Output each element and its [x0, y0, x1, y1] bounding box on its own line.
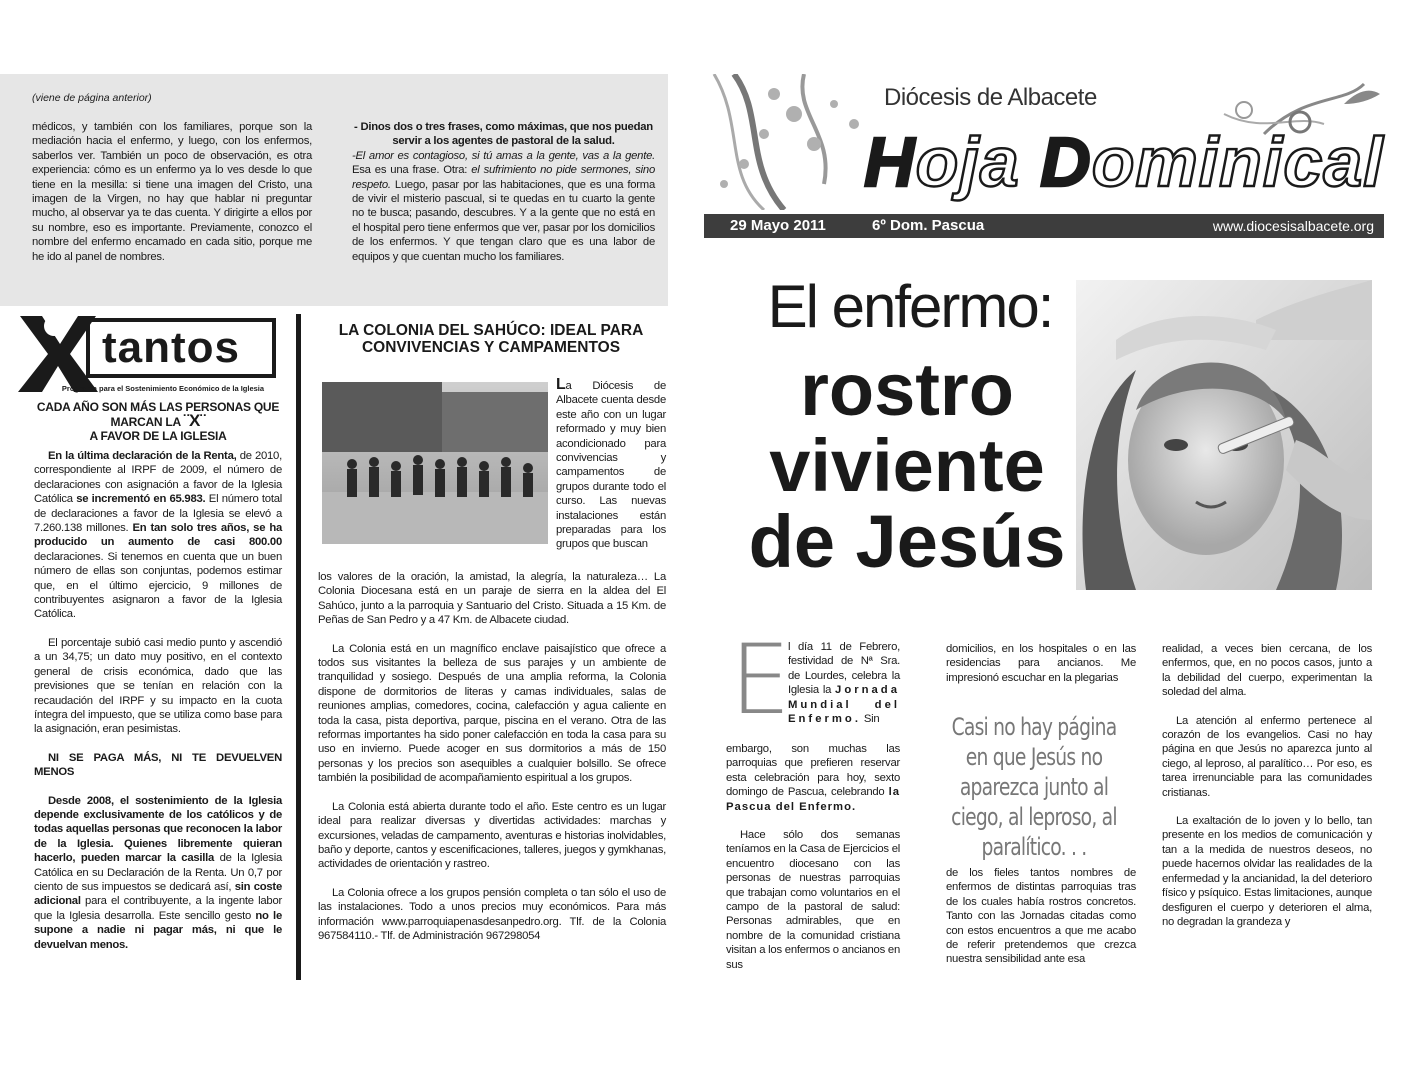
- headline-line-1: El enfermo:: [767, 273, 1053, 340]
- headline-line-4: de Jesús: [748, 500, 1066, 583]
- text-1: Esa es una frase. Otra:: [352, 164, 472, 177]
- continued-note: (viene de página anterior): [32, 92, 152, 104]
- headline-x: ¨X¨: [183, 411, 206, 430]
- headline-line-1: CADA AÑO SON MÁS LAS PERSONAS QUE: [36, 400, 280, 414]
- colonia-paragraph-2: La Colonia está en un magnífico enclave paisajístico que ofrece a todos sus visitantes la belleza de sus parajes y un ambiente de tranquilidad y sosiego. Después de una amplia reforma, la Colonia dispone de dormitorios de literas y camas individuales, salas de reuniones amplias, comedores, cocina, calefacción y agua caliente en toda la casa, pista deportiva, parque, piscina en el verano. Otra de las reformas importantes ha sido poner calefacción en toda la casa para su uso en invierno. Puede acoger en sus dormitorios a más de 150 personas y los precios son asequibles a cualquier bolsillo. Se ofrece también la posibilidad de acompañamiento espiritual a los grupos.: [318, 642, 666, 785]
- issue-date: 29 Mayo 2011: [730, 217, 826, 234]
- xtantos-headline: [34, 400, 282, 443]
- quote-2: el sufrimiento no pide sermones, sino respeto.: [352, 164, 655, 191]
- pull-quote: Casi no hay página en que Jesús no aparezca junto al ciego, al leproso, al paralítico. . .: [951, 713, 1117, 861]
- xtantos-paragraph-1: En la última declaración de la Renta, de 2010, correspondiente al IRPF de 2009, el número de declaraciones con asignación a favor de la Iglesia Católica se incrementó en 65.983. El número total de declaraciones a favor de la Iglesia se elevó a 7.260.138 millones. En tan solo tres años, se ha producido un aumento de casi 800.00 declaraciones. Si tenemos en cuenta que un buen número de ellas son conjuntas, podemos estimar que, en el último ejercicio, 9 millones de contribuyentes asignaron a favor de la Iglesia Católica.: [34, 450, 283, 621]
- column-divider: [296, 314, 301, 980]
- headline-line-2: rostro: [800, 348, 1014, 431]
- article-column-2-top: domicilios, en los hospitales o en las residencias para ancianos. Me impresionó escuchar en la plegarias: [946, 643, 1136, 684]
- headline-line-3: A FAVOR DE LA IGLESIA: [89, 429, 227, 443]
- xtantos-paragraph-2: El porcentaje subió casi medio punto y ascendió a un 34,75; un dato muy positivo, en el contexto general de crisis económica, dado que las previsiones que se tenían en relación con la recaudación del IRPF y su impacto en la cuota íntegra del impuesto, que se utiliza como base para la asignación, eran pesimistas.: [34, 636, 282, 736]
- headline-line-2-text: MARCAN LA: [110, 415, 184, 429]
- colonia-title: LA COLONIA DEL SAHÚCO: IDEAL PARA CONVIVENCIAS Y CAMPAMENTOS: [338, 322, 644, 356]
- xtantos-article: [34, 400, 282, 952]
- sick-child-photo: [1076, 280, 1372, 590]
- diocese-name: Diócesis de Albacete: [884, 84, 1097, 111]
- article-column-1-bottom: embargo, son muchas las parroquias que prefieren reservar esta celebración para hoy, sexto domingo de Pascua, celebrando la Pascua del Enfermo. Hace sólo dos semanas teníamos en la Casa de Ejercicios el encuentro diocesano con las personas de nuestras parroquias que trabajan como voluntarios en el campo de la pastoral de salud: Personas admirables, que en nombre de la comunidad cristiana visitan a los enfermos o ancianos en sus: [726, 743, 900, 971]
- article-paragraph-2: Hace sólo dos semanas teníamos en la Casa de Ejercicios el encuentro diocesano con las personas de nuestras parroquias que trabajan como voluntarios en el campo de la pastoral de salud: Personas admirables, que en nombre de la comunidad cristiana visitan a los enfermos o ancianos en sus: [726, 829, 900, 971]
- website-link[interactable]: www.diocesisalbacete.org: [1212, 218, 1374, 234]
- text-2: Luego, pasar por las habitaciones, que es una forma de vivir el misterio pascual, si te quedas en tu cuarto la gente no te busca; pasando, descubres. Y a la gente que no está en el hospital pero tiene enfermos que ver, pasar por los domicilios de los enfermos. Y que tengan claro que es una labor de equipos y que cuentan mucho los familiares.: [352, 178, 655, 263]
- colonia-intro: La Diócesis de Albacete cuenta desde este año con un lugar reformado y muy bien acondicionado para convivencias y campamentos de grupos durante todo el curso. Las nuevas instalaciones están preparadas para los grupos que buscan: [556, 376, 666, 551]
- xtantos-subheading: NI SE PAGA MÁS, NI TE DEVUELVEN MENOS: [34, 751, 282, 779]
- xtantos-subtitle: Programa para el Sostenimiento Económico de la Iglesia: [61, 384, 265, 393]
- article-col3-paragraph-2: La atención al enfermo pertenece al corazón de los evangelios. Casi no hay página en que Jesús no aparezca junto al ciego, al leproso, al paralítico… Por eso, es tarea irrenunciable para las comunidades cristianas.: [1162, 714, 1372, 799]
- interview-column-1: médicos, y también con los familiares, porque son la mediación hacia el enfermo, y luego, con los enfermos, saberlos ver. También un poco de observación, es otra experiencia: cómo es un enfermo ya lo ves desde lo que tiene en la mesilla: si tiene una imagen del Cristo, una imagen de la Virgen, no hay que hablar ni preguntar mucho, al observar ya te das cuenta. Y dirigirte a ellos por su nombre, eso es importante. Previamente, conozco el nombre del enfermo encamado en cada sitio, porque me he ido al panel de nombres.: [32, 121, 312, 263]
- interview-column-2: [352, 120, 655, 264]
- colonia-paragraph-4: La Colonia ofrece a los grupos pensión completa o tan sólo el uso de las instalaciones. Todo a unos precios muy económicos. Para más información www.parroquiapenasdesanpedro.org. Tlf. de la Colonia 967584110.- Tlf. de Administración 967298054: [318, 886, 666, 942]
- headline-line-3: viviente: [769, 424, 1045, 507]
- headline-line-2: [34, 411, 282, 430]
- colonia-dropcap: L: [556, 376, 566, 393]
- xtantos-word: tantos: [102, 323, 240, 372]
- colonia-paragraph-3: La Colonia está abierta durante todo el año. Este centro es un lugar ideal para realizar diversas y divertidas actividades: marchas y excursiones, veladas de campamento, aventuras e historias inolvidables, baño y deporte, cantos y escenificaciones, talleres, juegos y gymkhanas, actividades de orientación y rastreo.: [318, 800, 666, 871]
- article-dropcap: E: [730, 624, 791, 736]
- colonia-photo: [322, 382, 548, 544]
- colonia-paragraph-1: los valores de la oración, la amistad, la alegría, la naturaleza… La Colonia Diocesana está en un paraje de sierra en la aldea del El Sahúco, junto a la parroquia y Santuario del Cristo. Situada a 15 Km. de Peñas de San Pedro y a 47 Km. de Albacete ciudad.: [318, 571, 666, 627]
- colonia-body: [318, 570, 666, 943]
- xtantos-paragraph-3: Desde 2008, el sostenimiento de la Iglesia depende exclusivamente de los católicos y de todas aquellas personas que reconocen la labor de la Iglesia. Quienes libremente quieran hacerlo, pueden marcar la casilla de la Iglesia Católica en su Declaración de la Renta. Un 0,7 por ciento de sus impuestos se dedicará así, sin coste adicional para el contribuyente, a la ingente labor que la Iglesia desarrolla. Este sencillo gesto no le supone a nadie ni pagar más, ni que le devuelvan menos.: [34, 794, 282, 951]
- interview-question: - Dinos dos o tres frases, como máximas, que nos puedan servir a los agentes de pastoral de la salud.: [354, 121, 653, 148]
- headline-main: [722, 348, 1092, 583]
- xtantos-logo: [12, 312, 280, 398]
- article-col3-paragraph-3: La exaltación de lo joven y lo bello, tan presente en los medios de comunicación y tan a la medida de nuestros deseos, no puede hacernos olvidar las realidades de la enfermedad y la ancianidad, la del deterioro físico y psíquico. Estas limitaciones, aunque desfiguren el cuerpo y deterioren el alma, no degradan la grandeza y: [1162, 815, 1372, 928]
- masthead: [704, 74, 1384, 210]
- article-col3-paragraph-1: realidad, a veces bien cercana, de los enfermos, que, en no pocos casos, junto a la debilidad del cuerpo, experimentan la soledad del alma.: [1162, 643, 1372, 699]
- article-column-2-bottom: de los fieles tantos nombres de enfermos de distintas parroquias tras de los cuales había rostros concretos. Tanto con las Jornadas citadas como con estos encuentros a que me acabo de referir pretendemos que crezca nuestra sensibilidad ante esa: [946, 867, 1136, 966]
- masthead-title: Hoja Dominical: [864, 123, 1384, 201]
- liturgical-sunday: 6º Dom. Pascua: [872, 217, 985, 234]
- article-column-3: [1162, 642, 1372, 929]
- quote-1: -El amor es contagioso, si tú amas a la gente, vas a la gente.: [352, 149, 655, 162]
- article-column-1-top: l día 11 de Febrero, festividad de Nª Sra. de Lourdes, celebra la Iglesia la Jornada Mundial del Enfermo. Sin: [788, 641, 900, 726]
- date-bar: [704, 214, 1384, 238]
